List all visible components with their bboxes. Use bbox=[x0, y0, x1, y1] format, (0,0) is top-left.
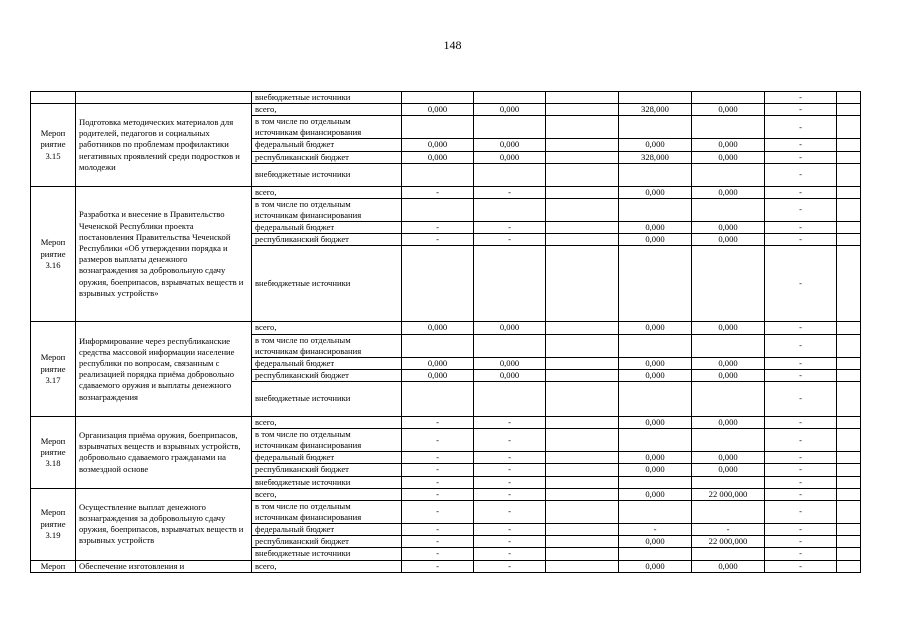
value-cell bbox=[546, 524, 619, 536]
value-cell: 0,000 bbox=[619, 357, 692, 369]
value-cell bbox=[692, 246, 765, 322]
value-cell bbox=[546, 199, 619, 222]
value-cell: - bbox=[402, 524, 474, 536]
value-cell: 0,000 bbox=[474, 357, 546, 369]
value-cell bbox=[619, 199, 692, 222]
source-cell: республиканский бюджет bbox=[252, 464, 402, 476]
source-cell: внебюджетные источники bbox=[252, 548, 402, 560]
source-cell: всего, bbox=[252, 560, 402, 572]
value-cell: 0,000 bbox=[692, 369, 765, 381]
value-cell bbox=[619, 501, 692, 524]
value-cell: - bbox=[765, 488, 837, 500]
value-cell bbox=[619, 429, 692, 452]
value-cell: 0,000 bbox=[692, 139, 765, 151]
source-cell: внебюджетные источники bbox=[252, 246, 402, 322]
value-cell: - bbox=[765, 199, 837, 222]
source-line: источникам финансирования bbox=[255, 345, 362, 356]
value-cell: 0,000 bbox=[619, 452, 692, 464]
value-cell bbox=[619, 163, 692, 186]
measure-name: Осуществление выплат денежного вознаграждения за добровольную сдачу оружия, боеприпасов, взрывчатых веществ и взрывных устройств bbox=[76, 488, 252, 560]
source-cell: федеральный бюджет bbox=[252, 452, 402, 464]
value-cell: - bbox=[765, 104, 837, 116]
value-cell bbox=[837, 382, 861, 417]
value-cell: 0,000 bbox=[692, 464, 765, 476]
value-cell bbox=[402, 246, 474, 322]
value-cell: - bbox=[765, 92, 837, 104]
source-line: в том числе по отдельным bbox=[255, 116, 351, 127]
value-cell: - bbox=[765, 234, 837, 246]
value-cell: 0,000 bbox=[619, 369, 692, 381]
value-cell bbox=[546, 222, 619, 234]
value-cell: - bbox=[765, 151, 837, 163]
value-cell bbox=[837, 104, 861, 116]
value-cell bbox=[619, 382, 692, 417]
value-cell: 0,000 bbox=[619, 222, 692, 234]
source-cell: внебюджетные источники bbox=[252, 382, 402, 417]
source-cell: внебюджетные источники bbox=[252, 476, 402, 488]
value-cell bbox=[546, 382, 619, 417]
value-cell bbox=[619, 548, 692, 560]
value-cell bbox=[692, 501, 765, 524]
value-cell: 0,000 bbox=[619, 186, 692, 198]
measure-number: Мероп риятие 3.17 bbox=[31, 322, 76, 417]
value-cell: 0,000 bbox=[692, 222, 765, 234]
value-cell: - bbox=[402, 548, 474, 560]
value-cell bbox=[546, 560, 619, 572]
value-cell: 0,000 bbox=[692, 104, 765, 116]
value-cell bbox=[546, 186, 619, 198]
value-cell bbox=[546, 548, 619, 560]
value-cell: 0,000 bbox=[402, 139, 474, 151]
value-cell bbox=[837, 548, 861, 560]
value-cell bbox=[619, 246, 692, 322]
source-cell: всего, bbox=[252, 488, 402, 500]
value-cell bbox=[837, 116, 861, 139]
value-cell bbox=[474, 334, 546, 357]
value-cell: - bbox=[765, 357, 837, 369]
table-row bbox=[31, 186, 861, 198]
source-cell: федеральный бюджет bbox=[252, 357, 402, 369]
source-cell bbox=[252, 501, 402, 524]
value-cell bbox=[837, 322, 861, 334]
value-cell: - bbox=[765, 163, 837, 186]
value-cell bbox=[837, 139, 861, 151]
value-cell: 0,000 bbox=[692, 560, 765, 572]
value-cell bbox=[837, 417, 861, 429]
table-row bbox=[31, 417, 861, 429]
value-cell: 0,000 bbox=[692, 417, 765, 429]
measure-number: Мероп риятие 3.15 bbox=[31, 104, 76, 187]
value-cell bbox=[546, 322, 619, 334]
page-number: 148 bbox=[443, 38, 462, 52]
value-cell: - bbox=[474, 548, 546, 560]
value-cell bbox=[474, 116, 546, 139]
value-cell: - bbox=[765, 476, 837, 488]
value-cell: 0,000 bbox=[402, 151, 474, 163]
value-cell: - bbox=[619, 524, 692, 536]
value-cell bbox=[837, 186, 861, 198]
value-cell: - bbox=[474, 234, 546, 246]
value-cell: - bbox=[765, 139, 837, 151]
value-cell: - bbox=[474, 501, 546, 524]
value-cell: - bbox=[765, 417, 837, 429]
value-cell bbox=[837, 524, 861, 536]
value-cell bbox=[692, 116, 765, 139]
value-cell bbox=[546, 163, 619, 186]
value-cell bbox=[546, 151, 619, 163]
value-cell: - bbox=[402, 186, 474, 198]
value-cell bbox=[692, 334, 765, 357]
value-cell: - bbox=[765, 322, 837, 334]
value-cell bbox=[619, 334, 692, 357]
value-cell bbox=[837, 199, 861, 222]
measure-number: Мероп bbox=[31, 560, 76, 572]
value-cell: 0,000 bbox=[619, 536, 692, 548]
value-cell bbox=[837, 536, 861, 548]
value-cell: - bbox=[402, 476, 474, 488]
value-cell bbox=[474, 246, 546, 322]
value-cell bbox=[402, 116, 474, 139]
value-cell: 22 000,000 bbox=[692, 536, 765, 548]
value-cell: - bbox=[765, 429, 837, 452]
value-cell bbox=[402, 382, 474, 417]
value-cell bbox=[546, 357, 619, 369]
value-cell: 0,000 bbox=[474, 151, 546, 163]
value-cell bbox=[546, 246, 619, 322]
source-line: в том числе по отдельным bbox=[255, 429, 351, 440]
value-cell: - bbox=[765, 548, 837, 560]
source-cell bbox=[252, 429, 402, 452]
value-cell: 0,000 bbox=[474, 322, 546, 334]
source-line: источникам финансирования bbox=[255, 512, 362, 523]
value-cell bbox=[546, 139, 619, 151]
source-cell: республиканский бюджет bbox=[252, 536, 402, 548]
value-cell bbox=[837, 334, 861, 357]
value-cell bbox=[692, 163, 765, 186]
value-cell: 0,000 bbox=[402, 369, 474, 381]
value-cell bbox=[837, 222, 861, 234]
value-cell bbox=[837, 560, 861, 572]
value-cell: - bbox=[402, 464, 474, 476]
value-cell: 0,000 bbox=[692, 357, 765, 369]
source-line: в том числе по отдельным bbox=[255, 334, 351, 345]
value-cell: - bbox=[402, 488, 474, 500]
source-cell: всего, bbox=[252, 186, 402, 198]
source-line: источникам финансирования bbox=[255, 440, 362, 451]
value-cell bbox=[837, 501, 861, 524]
value-cell: - bbox=[474, 476, 546, 488]
value-cell: - bbox=[402, 429, 474, 452]
value-cell: - bbox=[474, 464, 546, 476]
value-cell bbox=[546, 116, 619, 139]
value-cell: 0,000 bbox=[619, 234, 692, 246]
value-cell: - bbox=[402, 536, 474, 548]
value-cell: - bbox=[474, 524, 546, 536]
value-cell bbox=[402, 163, 474, 186]
source-cell: республиканский бюджет bbox=[252, 234, 402, 246]
measure-name: Подготовка методических материалов для родителей, педагогов и социальных работников по проблемам профилактики негативных проявлений среди подростков и молодежи bbox=[76, 104, 252, 187]
source-cell bbox=[252, 334, 402, 357]
value-cell: - bbox=[474, 560, 546, 572]
num-cell bbox=[31, 92, 76, 104]
value-cell: - bbox=[765, 334, 837, 357]
name-cell bbox=[76, 92, 252, 104]
value-cell bbox=[474, 382, 546, 417]
value-cell bbox=[837, 151, 861, 163]
table-row bbox=[31, 560, 861, 572]
value-cell: - bbox=[474, 488, 546, 500]
value-cell bbox=[837, 234, 861, 246]
value-cell bbox=[546, 536, 619, 548]
value-cell: 0,000 bbox=[474, 139, 546, 151]
value-cell bbox=[546, 429, 619, 452]
value-cell: 328,000 bbox=[619, 151, 692, 163]
table-row bbox=[31, 92, 861, 104]
value-cell: - bbox=[692, 524, 765, 536]
source-cell: всего, bbox=[252, 104, 402, 116]
value-cell: - bbox=[765, 536, 837, 548]
table-row bbox=[31, 488, 861, 500]
value-cell bbox=[546, 476, 619, 488]
value-cell bbox=[837, 476, 861, 488]
value-cell bbox=[837, 369, 861, 381]
value-cell: - bbox=[765, 452, 837, 464]
value-cell: - bbox=[765, 246, 837, 322]
value-cell: - bbox=[402, 452, 474, 464]
source-cell: всего, bbox=[252, 322, 402, 334]
value-cell bbox=[837, 452, 861, 464]
value-cell: - bbox=[402, 417, 474, 429]
measure-name: Информирование через республиканские средства массовой информации население республики по вопросам, связанным с реализацией порядка приёма добровольно сдаваемого оружия и выплаты денежного вознаграждения bbox=[76, 322, 252, 417]
value-cell bbox=[692, 382, 765, 417]
measure-name: Разработка и внесение в Правительство Чеченской Республики проекта постановления Правительства Чеченской Республики «Об утверждении порядка и размеров выплаты денежного вознаграждения за добровольную сдачу оружия, боеприпасов, взрывчатых веществ и взрывных устройств» bbox=[76, 186, 252, 322]
value-cell: 0,000 bbox=[402, 322, 474, 334]
source-cell: внебюджетные источники bbox=[252, 92, 402, 104]
value-cell: - bbox=[402, 560, 474, 572]
measure-number: Мероп риятие 3.19 bbox=[31, 488, 76, 560]
value-cell: 0,000 bbox=[619, 560, 692, 572]
value-cell: 0,000 bbox=[692, 452, 765, 464]
source-cell: федеральный бюджет bbox=[252, 139, 402, 151]
value-cell: 0,000 bbox=[619, 322, 692, 334]
value-cell: - bbox=[765, 186, 837, 198]
value-cell: - bbox=[765, 501, 837, 524]
value-cell: 0,000 bbox=[474, 104, 546, 116]
value-cell bbox=[692, 476, 765, 488]
value-cell: 0,000 bbox=[619, 464, 692, 476]
value-cell: - bbox=[474, 186, 546, 198]
value-cell bbox=[546, 464, 619, 476]
value-cell: 0,000 bbox=[619, 488, 692, 500]
value-cell: - bbox=[474, 429, 546, 452]
value-cell: - bbox=[765, 464, 837, 476]
value-cell: - bbox=[765, 382, 837, 417]
value-cell: 0,000 bbox=[692, 322, 765, 334]
value-cell: 0,000 bbox=[692, 234, 765, 246]
value-cell: 328,000 bbox=[619, 104, 692, 116]
value-cell bbox=[546, 417, 619, 429]
budget-table bbox=[30, 91, 861, 573]
table-row bbox=[31, 104, 861, 116]
value-cell: 22 000,000 bbox=[692, 488, 765, 500]
value-cell bbox=[474, 199, 546, 222]
value-cell bbox=[619, 116, 692, 139]
source-line: источникам финансирования bbox=[255, 210, 362, 221]
value-cell bbox=[546, 501, 619, 524]
value-cell bbox=[692, 199, 765, 222]
value-cell: - bbox=[765, 116, 837, 139]
value-cell bbox=[546, 234, 619, 246]
value-cell bbox=[546, 488, 619, 500]
value-cell bbox=[692, 429, 765, 452]
measure-number: Мероп риятие 3.16 bbox=[31, 186, 76, 322]
value-cell: 0,000 bbox=[619, 139, 692, 151]
source-cell: республиканский бюджет bbox=[252, 369, 402, 381]
value-cell: - bbox=[765, 524, 837, 536]
value-cell bbox=[692, 548, 765, 560]
source-cell bbox=[252, 199, 402, 222]
value-cell: - bbox=[402, 501, 474, 524]
value-cell: - bbox=[474, 452, 546, 464]
value-cell bbox=[402, 199, 474, 222]
source-line: в том числе по отдельным bbox=[255, 501, 351, 512]
value-cell: - bbox=[474, 417, 546, 429]
value-cell bbox=[837, 429, 861, 452]
value-cell bbox=[402, 334, 474, 357]
value-cell: 0,000 bbox=[402, 104, 474, 116]
value-cell bbox=[546, 334, 619, 357]
value-cell: - bbox=[765, 369, 837, 381]
value-cell: - bbox=[402, 234, 474, 246]
value-cell bbox=[546, 452, 619, 464]
value-cell bbox=[837, 246, 861, 322]
value-cell bbox=[837, 357, 861, 369]
value-cell: 0,000 bbox=[619, 417, 692, 429]
value-cell: - bbox=[474, 536, 546, 548]
value-cell: 0,000 bbox=[474, 369, 546, 381]
source-line: источникам финансирования bbox=[255, 127, 362, 138]
source-cell bbox=[252, 116, 402, 139]
value-cell: 0,000 bbox=[692, 186, 765, 198]
value-cell bbox=[619, 476, 692, 488]
measure-name: Обеспечение изготовления и bbox=[76, 560, 252, 572]
source-line: в том числе по отдельным bbox=[255, 199, 351, 210]
table-row bbox=[31, 322, 861, 334]
source-cell: федеральный бюджет bbox=[252, 222, 402, 234]
source-cell: республиканский бюджет bbox=[252, 151, 402, 163]
value-cell: - bbox=[765, 222, 837, 234]
source-cell: всего, bbox=[252, 417, 402, 429]
value-cell bbox=[546, 369, 619, 381]
value-cell bbox=[474, 163, 546, 186]
measure-number: Мероп риятие 3.18 bbox=[31, 417, 76, 489]
value-cell: 0,000 bbox=[402, 357, 474, 369]
value-cell: - bbox=[402, 222, 474, 234]
value-cell: 0,000 bbox=[692, 151, 765, 163]
value-cell bbox=[546, 104, 619, 116]
value-cell: - bbox=[474, 222, 546, 234]
value-cell bbox=[837, 163, 861, 186]
value-cell bbox=[837, 488, 861, 500]
source-cell: федеральный бюджет bbox=[252, 524, 402, 536]
value-cell bbox=[837, 464, 861, 476]
measure-name: Организация приёма оружия, боеприпасов, взрывчатых веществ и взрывных устройств, добровольно сдаваемого гражданами на возмездной основе bbox=[76, 417, 252, 489]
source-cell: внебюджетные источники bbox=[252, 163, 402, 186]
value-cell: - bbox=[765, 560, 837, 572]
